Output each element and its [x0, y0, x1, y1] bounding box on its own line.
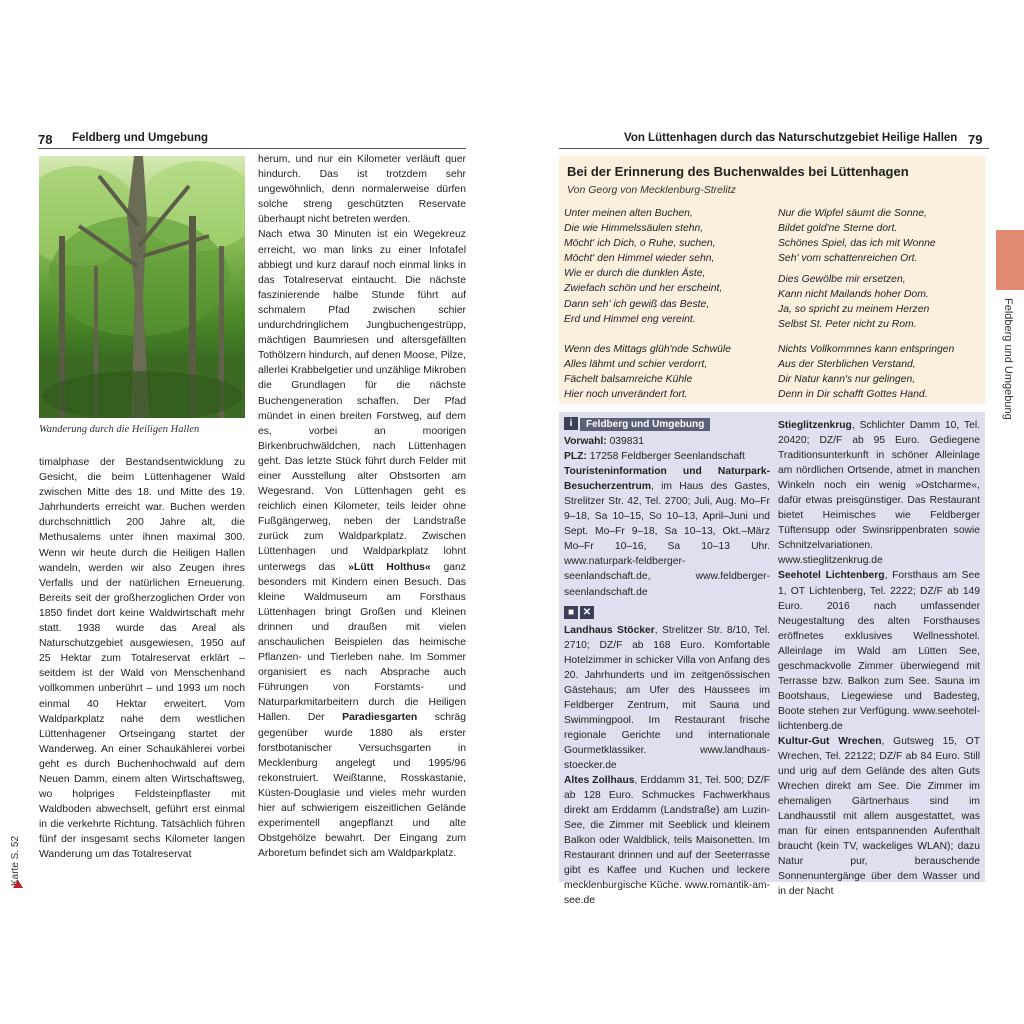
body-paragraph: Nach etwa 30 Minuten ist ein Wegekreuz erreicht, wo man links zu einer Infotafel abbiegt und kurz darauf noch einmal links in das Totalreservat eintaucht. Die nächste faszinierende halbe Stunde führt auf schmalem Pfad zwischen schier undurchdringlichem Jungbuchengestrüpp, mächtigen Baumriesen und altersgefällten Tothölzern hindurch, auf denen Moose, Pilze, allerlei Krabbelgetier und unzählige Mikroben die Grundlagen für die nächste Buchengeneration schaffen. Der Pfad mündet in einen breiten Forstweg, auf dem es, vorbei an moorigen Birkenbruchwäldchen, nach Lüttenhagen geht. Das letzte Stück führt durch Felder mit einer Ausstellung alter Obstsorten am Wegesrand. Von Lüttenhagen geht es reichlich einen Kilometer, teils leider ohne Fußgängerweg, neben der Landstraße zurück zum Waldparkplatz. Zwischen Lüttenhagen und Waldparkplatz lohnt unterwegs das »Lütt Holthus« ganz besonders mit Kindern einen Besuch. Das kleine Waldmuseum am Forsthaus Lüttenhagen bringt Großen und Kleinen drinnen und draußen mit vielen anschaulichen Beispielen das heimische Pflanzen- und Tierleben nahe. Im Sommer organisiert es nach Absprache auch Führungen von Forstamts- und Naturparkmitarbeitern durch die Heiligen Hallen. Der Paradiesgarten schräg gegenüber wurde 1880 als erster forstbotanischer Versuchsgarten in Mecklenburg angelegt und 1995/96 rekonstruiert. Weißtanne, Rosskastanie, Küsten-Douglasie und vieles mehr wurden hier auf schwierigem eiszeitlichen Gelände experimentell angepflanzt und alte Obstgehölze bewahrt. Der Eingang zum Arboretum befindet sich am Waldparkplatz. — [258, 229, 466, 860]
poem-stanza: Dies Gewölbe mir ersetzen, Kann nicht Mailands hoher Dom. Ja, so spricht zu meinem Herzen Selbst St. Peter nicht zu Rom. — [778, 274, 930, 331]
running-head-right: Von Lüttenhagen durch das Naturschutzgebiet Heilige Hallen — [624, 132, 958, 144]
bold-term: Paradiesgarten — [342, 712, 418, 724]
bed-icon: ■ — [564, 606, 578, 619]
poem-box — [559, 156, 985, 404]
text-column-1 — [39, 455, 245, 863]
region-tag: Feldberg und Umgebung — [580, 418, 710, 431]
side-tab-label: Feldberg und Umgebung — [1002, 298, 1014, 420]
map-reference[interactable]: Karte S. 52 — [10, 835, 21, 886]
header-rule-right — [559, 148, 989, 149]
page-number-left: 78 — [38, 132, 53, 147]
info-column-1: i Feldberg und Umgebung Vorwahl: 039831 PLZ: 17258 Feldberger Seenlandschaft Touristeninformation und Naturpark-Besucherzentrum, im Haus des Gastes, Strelitzer Str. 42, Tel. 2700; Juli, Aug. Mo–Fr 9–18, Sa 10–15, So 10–13, April–Juni und Sept. Mo–Fr 9–18, Sa 10–13, Okt.–März Mo–Fr 10–16, Sa 10–13 Uhr. www.naturpark-feldberger-seenlandschaft.de, www.feldberger-seenlandschaft.de ■ ✕ Landhaus Stöcker, Strelitzer Str. 8/10, Tel. 2710; DZ/F ab 168 Euro. Komfortable Hotelzimmer in schicker Villa von Anfang des 20. Jahrhunderts und im zeitgenössischen Gästehaus; am Ufer des Haussees im Feldberger Zentrum, mit Sauna und Swimmingpool. Im Restaurant frische regionale Gerichte und internationale Gourmetklassiker. www.landhaus-stoecker.de Altes Zollhaus, Erddamm 31, Tel. 500; DZ/F ab 128 Euro. Schmuckes Fachwerkhaus direkt am Erddamm (Landstraße) am Luzin-See, die Zimmer mit Seeblick und kleinem Balkon oder Waldblick, teils Maisonetten. Im Restaurant drinnen und auf der Seeterrasse gibt es Kaffee und Kuchen und leckere mecklenburgische Küche. www.romantik-am-see.de — [564, 418, 771, 907]
poem-stanza: Nur die Wipfel säumt die Sonne, Bildet gold'ne Sterne dort. Schönes Spiel, das ich mit Wonne Seh' vom schattenreichen Ort. — [778, 208, 936, 265]
poem-stanza: Unter meinen alten Buchen, Die wie Himmelssäulen stehn, Möcht' ich Dich, o Ruhe, suchen, Möcht' den Himmel wieder sehn, Wie er durch die dunklen Äste, Zwiefach schön und her erscheint, Dann seh' ich gewiß das Beste, Erd und Himmel eng vereint. — [564, 208, 723, 325]
info-column-2: Stieglitzenkrug, Schlichter Damm 10, Tel. 20420; DZ/F ab 95 Euro. Gediegene Traditionsunterkunft in schöner Alleinlage am nördlichen Ortsende, atmet in manchen Winkeln noch ein wenig »Ostcharme«, dafür etwas preisgünstiger. Das Restaurant bietet Heimisches wie Feldberger Tüftensupp oder Swinsrippenbraten sowie Schnitzelvariationen. www.stieglitzenkrug.de Seehotel Lichtenberg, Forsthaus am See 1, OT Lichtenberg, Tel. 2222; DZ/F ab 149 Euro. 2016 nach umfassender Neugestaltung des alten Forsthauses eröffnetes exklusives Wellnesshotel. Alleinlage im Wald am Lütten See, geschmackvolle Zimmer überwiegend mit Terrasse bzw. Balkon zum See. Sauna im Bootshaus, Liegewiese und Badesteg, Boote stehen zur Verfügung. www.seehotel-lichtenberg.de Kultur-Gut Wrechen, Gutsweg 15, OT Wrechen, Tel. 22122; DZ/F ab 84 Euro. Still und urig auf dem Gelände des alten Guts Wrechen direkt am See. Die Zimmer im ehemaligen Gärtnerhaus sind im Landhausstil mit allem ausgestattet, was man für einen entspannenden Aufenthalt braucht (kein TV, wackeliges WLAN); dazu Natur pur, berauschende Sonnenuntergänge über dem Wasser und in der Nacht — [778, 420, 980, 898]
body-paragraph: herum, und nur ein Kilometer verläuft quer hindurch. Das ist trotzdem sehr ungewöhnlich, denn normalerweise dürfen solche streng geschützten Reservate überhaupt nicht betreten werden. — [258, 154, 466, 226]
header-rule-left — [38, 148, 466, 149]
bold-term: »Lütt Holthus« — [348, 561, 431, 573]
map-arrow-icon — [13, 880, 23, 888]
poem-title: Bei der Erinnerung des Buchenwaldes bei Lüttenhagen — [567, 164, 909, 179]
running-head-left: Feldberg und Umgebung — [72, 132, 209, 144]
section-tab[interactable] — [996, 230, 1024, 290]
forest-photo — [39, 156, 245, 418]
poem-stanza: Wenn des Mittags glüh'nde Schwüle Alles lähmt und schier verdorrt, Fächelt balsamreiche Kühle Hier noch unverändert fort. — [564, 344, 731, 401]
info-icon: i — [564, 417, 578, 430]
poem-stanza: Nichts Vollkommnes kann entspringen Aus der Sterblichen Verstand, Dir Natur kann's nur gelingen, Denn in Dir schafft Gottes Hand. — [778, 344, 955, 401]
text-column-2 — [258, 152, 466, 861]
poem-author: Von Georg von Mecklenburg-Strelitz — [567, 184, 736, 196]
info-box — [559, 412, 985, 907]
body-paragraph: timalphase der Bestandsentwicklung zu Gesicht, die beim Lüttenhagener Wald zwischen Mitte des 18. und Mitte des 19. Jahrhunderts erreicht war. Buchen werden durchschnittlich 200 Jahre alt, die Methusalems unter ihnen maximal 300. Wenn wir heute durch die Heiligen Hallen wandeln, werden wir also Zeugen ihres Verfalls und der natürlichen Erneuerung. Bereits seit der großherzoglichen Order von 1850 findet dort keine Waldwirtschaft mehr statt. 1938 wurde das Areal als Naturschutzgebiet ausgewiesen, 1950 auf 25 Hektar zum Totalreservat erklärt – seitdem ist der Wald von Menschenhand vollkommen unberührt – und 1993 um noch einmal 40 Hektar erweitert. Vom Waldparkplatz nahe dem westlichen Lüttenhagener Ortseingang startet der Wanderweg. An einer Schaukählerei vorbei geht es durch Buchenhochwald auf dem Neuen Damm, einem alten Wirtschaftsweg, wo holpriges Feldsteinpflaster mit Waldboden abwechselt, geführt erst einmal in die verkehrte Richtung. Tatsächlich führen fünf der insgesamt sechs Kilometer langen Wanderung um das Totalreservat — [39, 457, 245, 861]
photo-caption: Wanderung durch die Heiligen Hallen — [39, 424, 200, 435]
page-number-right: 79 — [968, 132, 983, 147]
cutlery-icon: ✕ — [580, 606, 594, 619]
